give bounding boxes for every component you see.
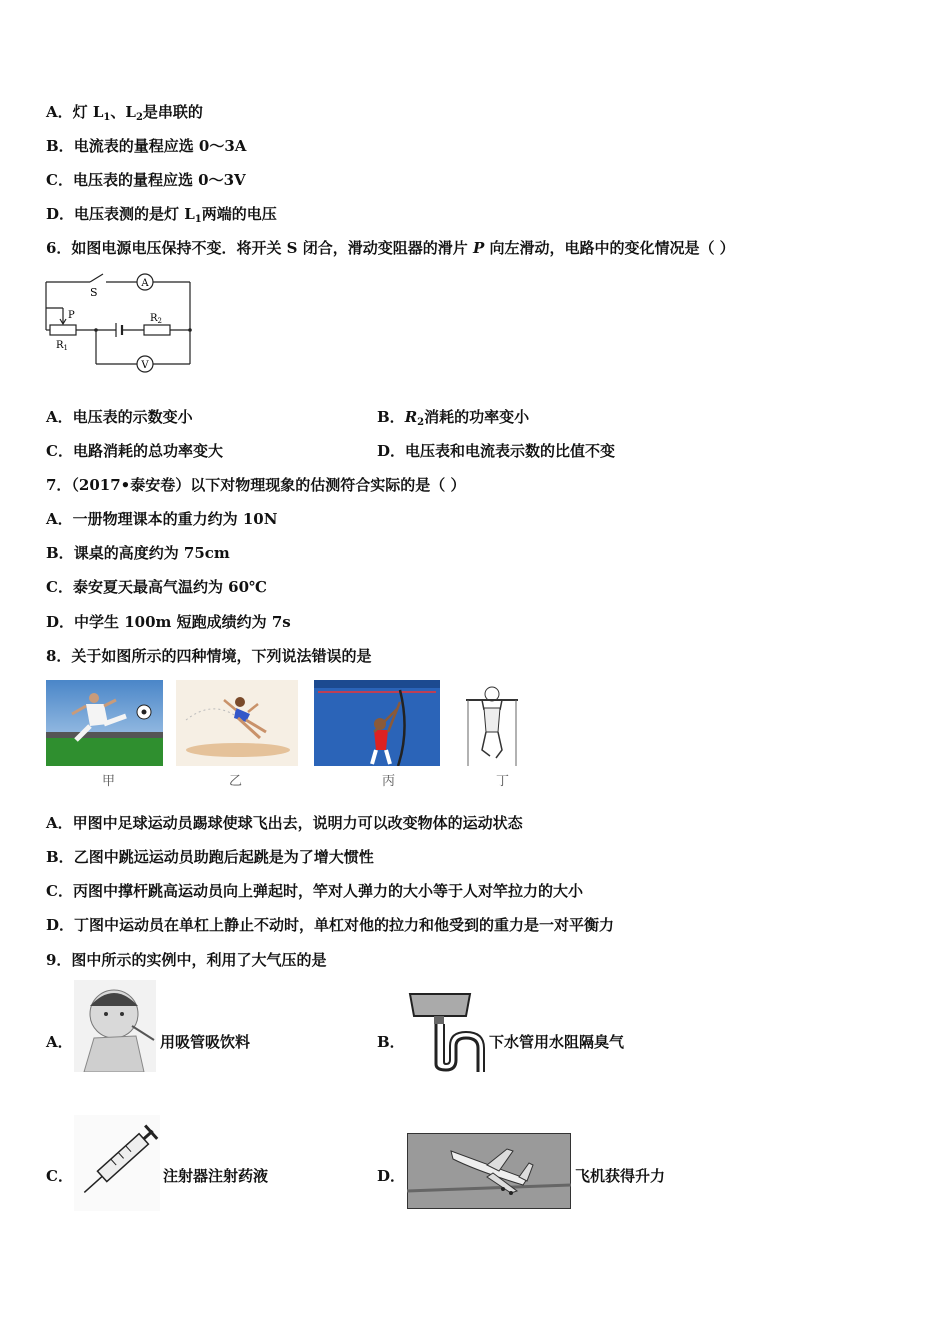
option-variable: R: [404, 408, 418, 426]
option-letter: D．: [46, 916, 75, 934]
option-letter: A．: [46, 510, 73, 528]
option-text: 一册物理课本的重力约为 10N: [72, 510, 278, 528]
option-text: 电压表和电流表示数的比值不变: [405, 442, 616, 460]
q7-option-b: [46, 543, 230, 563]
option-text: 丙图中撑杆跳高运动员向上弹起时，竿对人弹力的大小等于人对竿拉力的大小: [72, 882, 583, 900]
pole-vault-image: [314, 680, 440, 766]
caption-ding: 丁: [496, 774, 510, 789]
option-text: 电压表的量程应选 0～3V: [72, 171, 246, 189]
caption-bing: 丙: [382, 774, 396, 789]
option-letter: B．: [46, 137, 74, 155]
pull-up-image: [456, 680, 528, 766]
option-text: 电压表的示数变小: [72, 408, 193, 426]
caption-jia: 甲: [102, 774, 116, 789]
option-text: 消耗的功率变小: [424, 408, 530, 426]
stem-variable: P: [472, 239, 485, 257]
option-letter: C．: [46, 171, 73, 189]
subscript: 2: [417, 417, 425, 428]
q6-option-a: [46, 407, 193, 427]
r1-label: $R_1$: [56, 340, 68, 352]
q7-option-c: [46, 577, 267, 597]
option-text: 、L: [110, 103, 136, 121]
option-letter: B．: [46, 848, 74, 866]
q9-option-d-letter: D．: [377, 1167, 406, 1185]
q5-option-b: [46, 136, 246, 156]
soccer-image: [46, 680, 163, 766]
stem-text: 向左滑动，电路中的变化情况是（ ）: [484, 239, 735, 257]
option-letter: D．: [46, 613, 75, 631]
q9-stem: 9．图中所示的实例中，利用了大气压的是: [46, 951, 327, 969]
option-letter: C．: [46, 882, 73, 900]
option-letter: A．: [46, 814, 73, 832]
voltmeter-label: V: [141, 360, 149, 371]
q9-option-b-text: 下水管用水阻隔臭气: [489, 1033, 625, 1051]
q5-option-c: [46, 170, 246, 190]
q6-option-b: [377, 407, 529, 430]
syringe-image: [74, 1115, 160, 1211]
q7-option-a: [46, 509, 277, 529]
option-text: 电压表测的是灯 L: [74, 205, 195, 223]
q9-option-b-letter: B．: [377, 1033, 405, 1051]
option-letter: D．: [377, 442, 406, 460]
option-text: 是串联的: [142, 103, 203, 121]
option-text: 两端的电压: [201, 205, 277, 223]
option-text: 泰安夏天最高气温约为 60℃: [72, 578, 268, 596]
option-letter: B．: [377, 408, 405, 426]
q5-option-a: [46, 102, 203, 125]
q8-option-c: [46, 881, 583, 901]
q6-option-d: [377, 441, 615, 461]
airplane-image: [407, 1133, 571, 1209]
q8-option-d: [46, 915, 614, 935]
q6-stem: [46, 238, 735, 258]
slider-label: P: [68, 310, 75, 321]
subscript: 1: [103, 112, 111, 123]
subscript: 2: [135, 112, 143, 123]
option-text: 课桌的高度约为 75cm: [73, 544, 230, 562]
option-letter: B．: [46, 544, 74, 562]
q5-option-d: [46, 204, 277, 227]
q7-stem: 7．（2017•泰安卷）以下对物理现象的估测符合实际的是（ ）: [46, 476, 466, 494]
r2-label: $R_2$: [150, 313, 162, 325]
option-letter: C．: [46, 442, 73, 460]
q9-option-a-letter: A．: [46, 1033, 73, 1051]
stem-text: 6．如图电源电压保持不变．将开关 S 闭合，滑动变阻器的滑片: [46, 239, 473, 257]
q9-option-c-text: 注射器注射药液: [163, 1167, 269, 1185]
q7-option-d: [46, 612, 291, 632]
option-text: 灯 L: [72, 103, 104, 121]
drain-trap-image: [406, 990, 486, 1072]
q6-option-c: [46, 441, 223, 461]
option-letter: C．: [46, 578, 73, 596]
q8-option-b: [46, 847, 374, 867]
option-text: 甲图中足球运动员踢球使球飞出去，说明力可以改变物体的运动状态: [72, 814, 523, 832]
switch-label: S: [90, 286, 98, 299]
subscript: 1: [194, 214, 202, 225]
option-letter: A．: [46, 408, 73, 426]
straw-drinking-image: [74, 980, 156, 1072]
option-text: 丁图中运动员在单杠上静止不动时，单杠对他的拉力和他受到的重力是一对平衡力: [74, 916, 615, 934]
q8-stem: 8．关于如图所示的四种情境，下列说法错误的是: [46, 647, 372, 665]
circuit-diagram: [40, 268, 200, 378]
q9-option-d-text: 飞机获得升力: [575, 1167, 666, 1185]
long-jump-image: [176, 680, 298, 766]
option-text: 电流表的量程应选 0～3A: [73, 137, 247, 155]
option-letter: D．: [46, 205, 75, 223]
option-text: 中学生 100m 短跑成绩约为 7s: [74, 613, 291, 631]
caption-yi: 乙: [229, 774, 243, 789]
q9-option-a-text: 用吸管吸饮料: [160, 1033, 251, 1051]
q8-option-a: [46, 813, 523, 833]
q9-option-c-letter: C．: [46, 1167, 73, 1185]
option-letter: A．: [46, 103, 73, 121]
option-text: 乙图中跳远运动员助跑后起跳是为了增大惯性: [73, 848, 374, 866]
ammeter-label: A: [141, 278, 149, 289]
option-text: 电路消耗的总功率变大: [72, 442, 223, 460]
